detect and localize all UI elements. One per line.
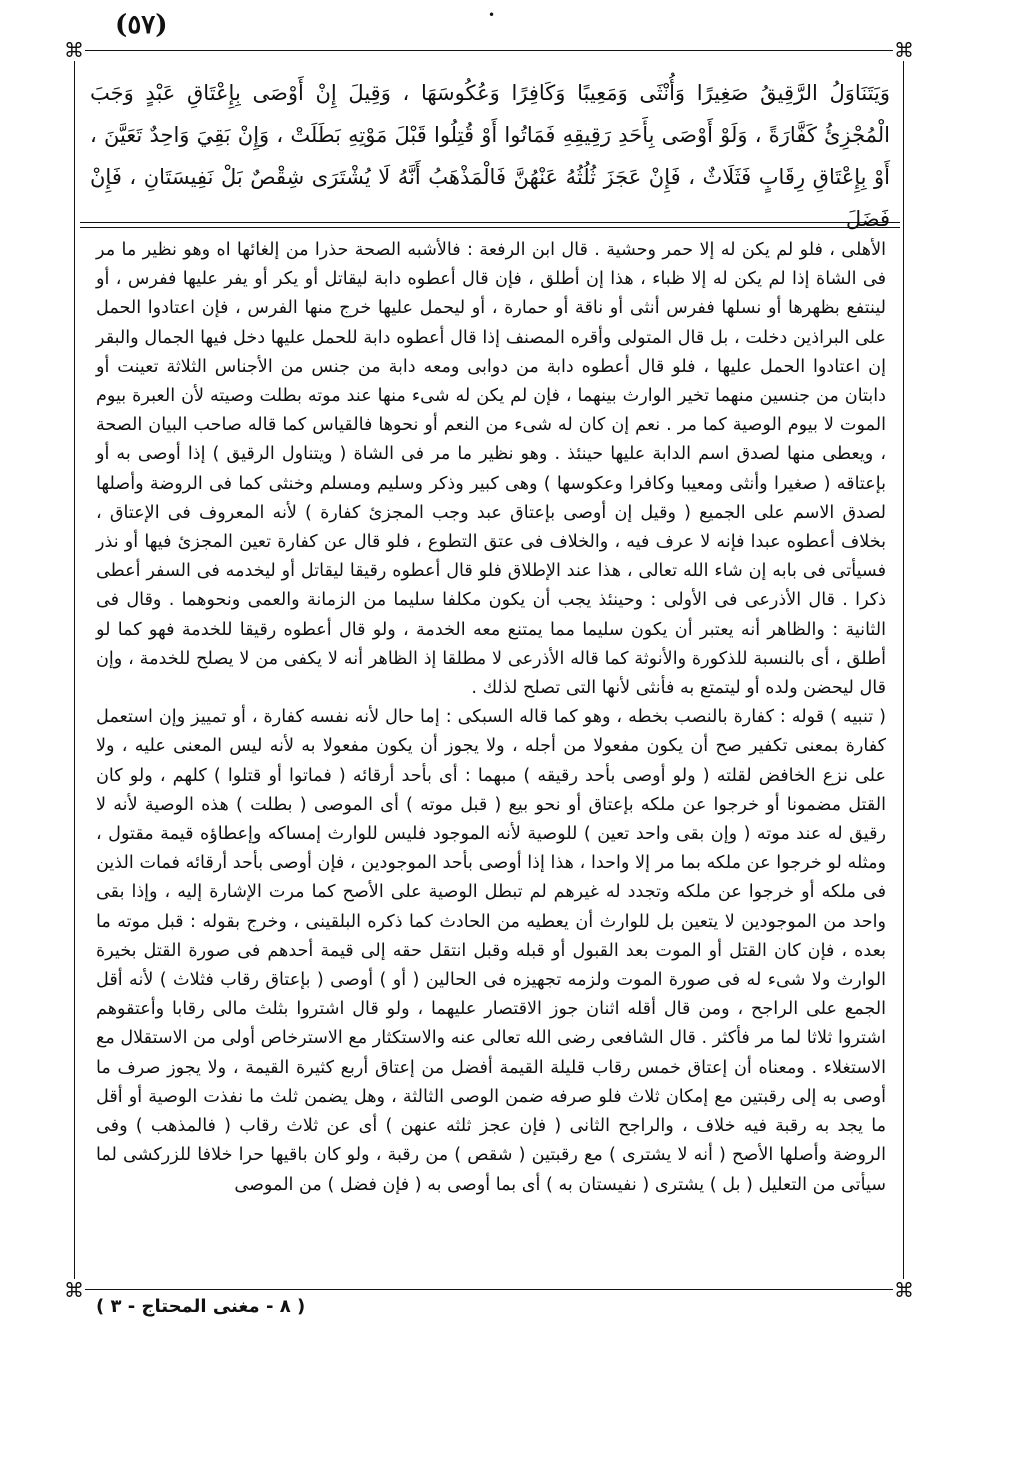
- commentary: [96, 236, 886, 1200]
- corner-ornament-icon: ⌘: [894, 38, 914, 62]
- footer-reference: ( ٨ - مغنى المحتاج - ٣ ): [96, 1296, 306, 1317]
- page-number: (٥٧): [115, 10, 168, 40]
- frame-top-rule: [68, 50, 910, 51]
- corner-ornament-icon: ⌘: [64, 1278, 84, 1302]
- section-divider: [80, 222, 900, 223]
- frame-bottom-rule: [68, 1289, 910, 1290]
- top-mark: •: [488, 8, 496, 22]
- section-divider: [80, 227, 900, 228]
- matn-text: وَيَتَنَاوَلُ الرَّقِيقُ صَغِيرًا وَأُنْثَى وَمَعِيبًا وَكَافِرًا وَعُكُوسَهَا ، وَقِيلَ إِنْ أَوْصَى بِإِعْتَاقِ عَبْدٍ وَجَبَ الْمُجْزِئُ كَفَّارَةً ، وَلَوْ أَوْصَى بِأَحَدِ رَقِيقِهِ فَمَاتُوا أَوْ قُتِلُوا قَبْلَ مَوْتِهِ بَطَلَتْ ، وَإِنْ بَقِيَ وَاحِدٌ تَعَيَّنَ ، أَوْ بِإِعْتَاقِ رِقَابٍ فَثَلَاثٌ ، فَإِنْ عَجَزَ ثُلُثُهُ عَنْهُنَّ فَالْمَذْهَبُ أَنَّهُ لَا يُشْتَرَى شِقْصٌ بَلْ نَفِيسَتَانِ ، فَإِنْ فَضَلَ: [90, 81, 890, 231]
- commentary-paragraph: الأهلى ، فلو لم يكن له إلا حمر وحشية . قال ابن الرفعة : فالأشبه الصحة حذرا من إلغائها اه وهو نظير ما مر فى الشاة إذا لم يكن له إلا ظباء ، هذا إن أطلق ، فإن قال أعطوه دابة ليقاتل أو يكر أو يفر عليها ففرس ، أو لينتفع بظهرها أو نسلها ففرس أنثى أو ناقة أو حمارة ، أو ليحمل عليها خرج منها الفرس ، فإن اعتادوا الحمل على البراذين دخلت ، بل قال المتولى وأقره المصنف إذا قال أعطوه دابة للحمل عليها دخل فيها الجمال والبقر إن اعتادوا الحمل عليها ، فلو قال أعطوه دابة من دوابى ومعه دابة من جنس من الأجناس الثلاثة تعينت أو دابتان من جنسين منهما تخير الوارث بينهما ، فإن لم يكن له شىء منها عند موته بطلت وصيته لأن العبرة بيوم الموت لا بيوم الوصية كما مر . نعم إن كان له شىء من النعم أو نحوها فالقياس كما قاله صاحب البيان الصحة ، ويعطى منها لصدق اسم الدابة عليها حينئذ . وهو نظير ما مر فى الشاة ( ويتناول الرقيق ) إذا أوصى به أو بإعتاقه ( صغيرا وأنثى ومعيبا وكافرا وعكوسها ) وهى كبير وذكر وسليم ومسلم وخنثى كما فى الروضة وأصلها لصدق الاسم على الجميع ( وقيل إن أوصى بإعتاق عبد وجب المجزئ كفارة ) لأنه المعروف فى الإعتاق ، بخلاف أعطوه عبدا فإنه لا عرف فيه ، والخلاف فى عتق التطوع ، فلو قال عن كفارة تعين المجزئ فيها أو نذر فسيأتى فى بابه إن شاء الله تعالى ، هذا عند الإطلاق فلو قال أعطوه رقيقا ليقاتل أو ليخدمه فى السفر أعطى ذكرا . قال الأذرعى فى الأولى : وحينئذ يجب أن يكون مكلفا سليما من الزمانة والعمى ونحوهما . وقال فى الثانية : والظاهر أنه يعتبر أن يكون سليما مما يمتنع معه الخدمة ، ولو قال أعطوه رقيقا للخدمة فهو كما لو أطلق ، أى بالنسبة للذكورة والأنوثة كما قاله الأذرعى لا مطلقا إذ الظاهر أنه لا يكفى من لا يصلح للخدمة ، وإن قال ليحضن ولده أو ليتمتع به فأنثى لأنها التى تصلح لذلك .: [96, 240, 886, 699]
- corner-ornament-icon: ⌘: [64, 38, 84, 62]
- commentary-paragraph: ( تنبيه ) قوله : كفارة بالنصب بخطه ، وهو كما قاله السبكى : إما حال لأنه نفسه كفارة ، أو تمييز وإن استعمل كفارة بمعنى تكفير صح أن يكون مفعولا من أجله ، ولا يجوز أن يكون مفعولا به لأنه ليس المعنى عليه ، ولا على نزع الخافض لقلته ( ولو أوصى بأحد رقيقه ) مبهما : أى بأحد أرقائه ( فماتوا أو قتلوا ) كلهم ، ولو كان القتل مضمونا أو خرجوا عن ملكه بإعتاق أو نحو بيع ( قبل موته ) أى الموصى ( بطلت ) هذه الوصية لأنه لا رقيق له عند موته ( وإن بقى واحد تعين ) للوصية لأنه الموجود فليس للوارث إمساكه وإعطاؤه قيمة مقتول ، ومثله لو خرجوا عن ملكه بما مر إلا واحدا ، هذا إذا أوصى بأحد الموجودين ، فإن أوصى بأحد أرقائه فمات الذين فى ملكه أو خرجوا عن ملكه وتجدد له غيرهم لم تبطل الوصية على الأصح كما مرت الإشارة إليه ، وإذا بقى واحد من الموجودين لا يتعين بل للوارث أن يعطيه من الحادث كما ذكره البلقينى ، وخرج بقوله : قبل موته ما بعده ، فإن كان القتل أو الموت بعد القبول أو قبله وقبل انتقل حقه إلى قيمة أحدهم فى صورة القتل بخيرة الوارث ولا شىء له فى صورة الموت ولزمه تجهيزه فى الحالين ( أو ) أوصى ( بإعتاق رقاب فثلاث ) لأنه أقل الجمع على الراجح ، ومن قال أقله اثنان جوز الاقتصار عليهما ، ولو قال اشتروا بثلث مالى رقابا وأعتقوهم اشتروا ثلاثا لما مر فأكثر . قال الشافعى رضى الله تعالى عنه والاستكثار مع الاسترخاص أولى من الاستقلال مع الاستغلاء . ومعناه أن إعتاق خمس رقاب قليلة القيمة أفضل من إعتاق أربع كثيرة القيمة ، ولا يجوز صرف ما أوصى به إلى رقبتين مع إمكان ثلاث فلو صرفه ضمن الوصى الثالثة ، وهل يضمن ثلث ما نفذت الوصية أو أقل ما يجد به رقبة فيه خلاف ، والراجح الثانى ( فإن عجز ثلثه عنهن ) أى عن ثلاث رقاب ( فالمذهب ) وفى الروضة وأصلها الأصح ( أنه لا يشترى ) مع رقبتين ( شقص ) من رقبة ، ولو كان باقيها حرا خلافا للزركشى لما سيأتى من التعليل ( بل ) يشترى ( نفيستان به ) أى بما أوصى به ( فإن فضل ) من الموصى: [96, 707, 886, 1195]
- frame-right-rule: [903, 50, 904, 1290]
- corner-ornament-icon: ⌘: [894, 1278, 914, 1302]
- frame-left-rule: [74, 50, 75, 1290]
